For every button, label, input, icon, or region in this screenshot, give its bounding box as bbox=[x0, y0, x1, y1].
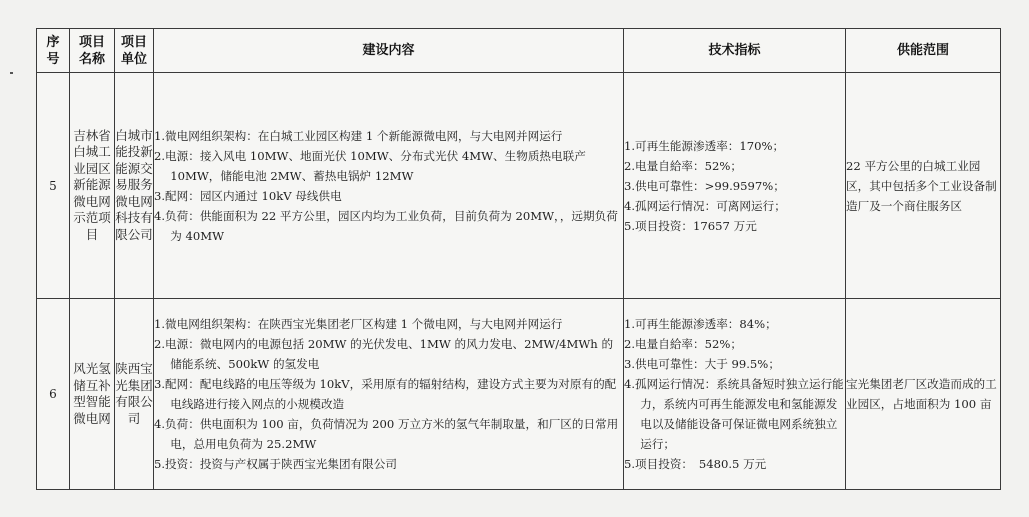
tech-item: 4.孤网运行情况：可离网运行； bbox=[624, 198, 786, 213]
scan-speck bbox=[10, 72, 13, 74]
tech-item: 5.项目投资：17657 万元 bbox=[624, 218, 757, 233]
supply-scope: 宝光集团老厂区改造而成的工业园区，占地面积为 100 亩 bbox=[846, 299, 1001, 490]
header-tech: 技术指标 bbox=[624, 29, 846, 73]
header-content: 建设内容 bbox=[154, 29, 624, 73]
tech-item: 2.电量自給率：52%； bbox=[624, 158, 742, 173]
content-item: 2.电源：微电网内的电源包括 20MW 的光伏发电、1MW 的风力发电、2MW/4MWh 的储能系统、500kW 的氢发电 bbox=[154, 337, 614, 371]
construction-content bbox=[154, 73, 624, 299]
content-item: 2.电源：接入风电 10MW、地面光伏 10MW、分布式光伏 4MW、生物质热电联产 10MW，储能电池 2MW、蓄热电锅炉 12MW bbox=[154, 148, 586, 183]
content-item: 3.配网：园区内通过 10kV 母线供电 bbox=[154, 188, 342, 203]
row-number: 6 bbox=[37, 299, 70, 490]
technical-indicators bbox=[624, 299, 846, 490]
content-item: 1.微电网组织架构：在陕西宝光集团老厂区构建 1 个微电网，与大电网并网运行 bbox=[154, 317, 563, 331]
content-item: 5.投资：投资与产权属于陕西宝光集团有限公司 bbox=[154, 457, 397, 471]
tech-item: 1.可再生能源渗透率：84%； bbox=[624, 317, 777, 331]
tech-item: 1.可再生能源渗透率：170%； bbox=[624, 138, 785, 153]
tech-item: 3.供电可靠性：>99.9597%； bbox=[624, 178, 785, 193]
project-table bbox=[36, 28, 1001, 490]
header-scope: 供能范围 bbox=[846, 29, 1001, 73]
project-unit: 陕西宝光集团有限公司 bbox=[115, 299, 154, 490]
supply-scope: 22 平方公里的白城工业园区，其中包括多个工业设备制造厂及一个商住服务区 bbox=[846, 73, 1001, 299]
content-item: 3.配网：配电线路的电压等级为 10kV，采用原有的辐射结构，建设方式主要为对原有的配电线路进行接入网点的小规模改造 bbox=[154, 377, 617, 411]
construction-content bbox=[154, 299, 624, 490]
table-header-row bbox=[37, 29, 1001, 73]
header-unit: 项目单位 bbox=[115, 29, 154, 73]
project-name: 吉林省白城工业园区新能源微电网示范项目 bbox=[70, 73, 115, 299]
tech-item: 5.项目投资： 5480.5 万元 bbox=[624, 457, 767, 471]
tech-item: 3.供电可靠性：大于 99.5%； bbox=[624, 357, 780, 371]
tech-item: 4.孤网运行情况：系统具备短时独立运行能力，系统内可再生能源发电和氢能源发电以及储能设备可保证微电网系统独立运行； bbox=[624, 377, 844, 451]
content-item: 4.负荷：供电面积为 100 亩，负荷情况为 200 万立方米的氢气年制取量，和厂区的日常用电，总用电负荷为 25.2MW bbox=[154, 417, 619, 451]
content-item: 4.负荷：供能面积为 22 平方公里，园区内均为工业负荷，目前负荷为 20MW，，远期负荷为 40MW bbox=[154, 208, 618, 243]
project-name: 风光氢储互补型智能微电网 bbox=[70, 299, 115, 490]
content-item: 1.微电网组织架构：在白城工业园区构建 1 个新能源微电网，与大电网并网运行 bbox=[154, 128, 563, 143]
header-no: 序号 bbox=[37, 29, 70, 73]
row-number: 5 bbox=[37, 73, 70, 299]
table-row bbox=[37, 299, 1001, 490]
header-name: 项目名称 bbox=[70, 29, 115, 73]
project-unit: 白城市能投新能源交易服务微电网科技有限公司 bbox=[115, 73, 154, 299]
technical-indicators bbox=[624, 73, 846, 299]
table-row bbox=[37, 73, 1001, 299]
tech-item: 2.电量自給率：52%； bbox=[624, 337, 742, 351]
